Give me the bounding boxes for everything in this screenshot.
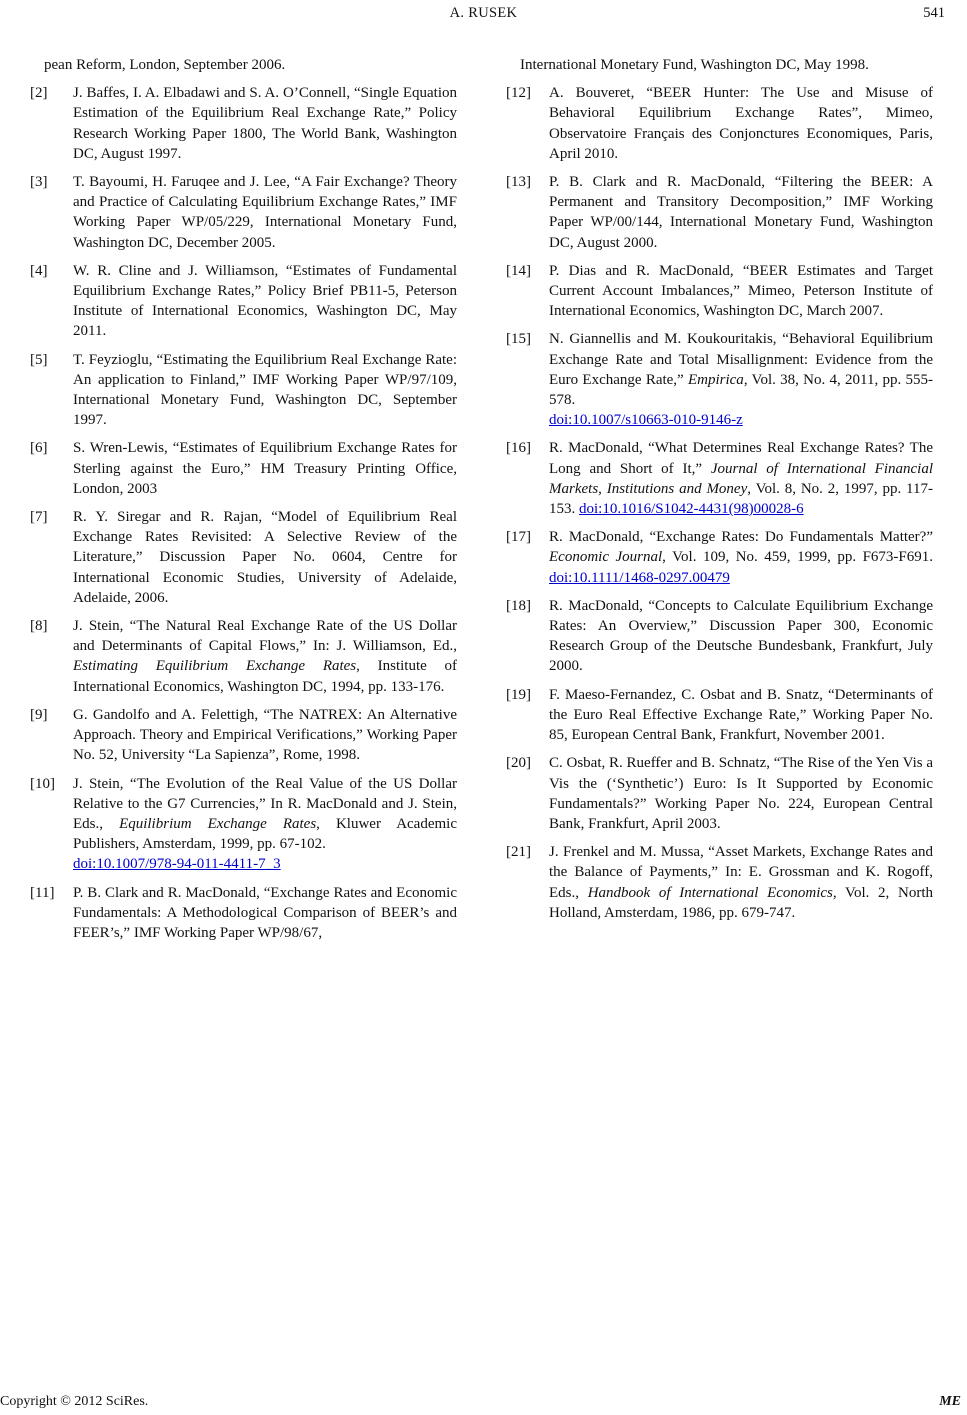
reference-text: [549, 438, 933, 519]
reference-citation: R. MacDonald, “Concepts to Calculate Equilibrium Exchange Rates: An Overview,” Discussion Paper 300, Economic Research Group of the Deutsche Bundesbank, Frankfurt, July 2000.: [549, 597, 933, 675]
reference-item: [506, 83, 933, 164]
reference-source-title: Handbook of International Economics: [587, 884, 833, 901]
reference-source-title: Empirica: [687, 371, 744, 388]
reference-number: [15]: [506, 331, 531, 348]
reference-item: [506, 172, 933, 253]
reference-item: [506, 685, 933, 746]
reference-text: [549, 329, 933, 430]
reference-number: [2]: [30, 85, 48, 102]
reference-number: [19]: [506, 686, 531, 703]
reference-citation: P. Dias and R. MacDonald, “BEER Estimates and Target Current Account Imbalances,” Mimeo, Peterson Institute of International Economics, Washington DC, March 2007.: [549, 262, 933, 320]
reference-citation: G. Gandolfo and A. Felettigh, “The NATREX: An Alternative Approach. Theory and Empirical Verifications,” Working Paper No. 52, University “La Sapienza”, Rome, 1998.: [73, 706, 457, 764]
reference-text: [549, 596, 933, 677]
reference-list-right: [506, 83, 933, 923]
reference-continuation: pean Reform, London, September 2006.: [44, 57, 286, 73]
reference-text: [549, 685, 933, 746]
reference-citation-tail: , Vol. 8, No. 2, 1997, pp. 117-153.: [549, 480, 933, 518]
reference-citation: J. Baffes, I. A. Elbadawi and S. A. O’Connell, “Single Equation Estimation of the Equilibrium Real Exchange Rate,” Policy Research Working Paper 1800, The World Bank, Washington DC, August 1997.: [73, 85, 457, 162]
reference-text: [73, 172, 457, 253]
reference-text: [73, 507, 457, 608]
reference-item: [506, 329, 933, 430]
reference-text: [73, 705, 457, 766]
reference-citation-tail: , Institute of International Economics, Washington DC, 1994, pp. 133-176.: [73, 658, 458, 695]
reference-citation: N. Giannellis and M. Koukouritakis, “Behavioral Equilibrium Exchange Rate and Total Misallignment: Evidence from the Euro Exchange Rate,”: [549, 331, 933, 388]
reference-citation: P. B. Clark and R. MacDonald, “Exchange Rates and Economic Fundamentals: A Methodological Comparison of BEER’s and FEER’s,” IMF Working Paper WP/98/67,: [73, 884, 457, 941]
reference-text: [73, 261, 457, 342]
reference-text: [549, 527, 933, 588]
reference-number: [6]: [30, 440, 48, 457]
page-number: 541: [923, 5, 945, 21]
reference-item: [30, 774, 457, 875]
reference-number: [4]: [30, 262, 48, 279]
copyright-notice: Copyright © 2012 SciRes.: [0, 1394, 149, 1409]
reference-source-title: Economic Journal: [549, 549, 663, 566]
reference-citation: J. Stein, “The Natural Real Exchange Rate of the US Dollar and Determinants of Capital Flows,” In: J. Williamson, Ed.,: [73, 618, 457, 655]
page-header: [0, 0, 967, 24]
reference-citation: W. R. Cline and J. Williamson, “Estimates of Fundamental Equilibrium Exchange Rates,” Policy Brief PB11-5, Peterson Institute of International Economics, Washington DC, May 2011.: [73, 262, 457, 340]
reference-item: [506, 596, 933, 677]
reference-text: [549, 83, 933, 164]
reference-item: [30, 172, 457, 253]
reference-citation: R. MacDonald, “What Determines Real Exchange Rates? The Long and Short of It,”: [549, 440, 933, 477]
reference-list-left: [30, 83, 457, 943]
reference-citation-tail: , Vol. 38, No. 4, 2011, pp. 555-578.: [549, 371, 933, 409]
reference-citation: S. Wren-Lewis, “Estimates of Equilibrium Exchange Rates for Sterling against the Euro,” HM Treasury Printing Office, London, 2003: [73, 440, 457, 497]
running-head-author: A. RUSEK: [449, 5, 518, 21]
reference-citation-tail: , Vol. 109, No. 459, 1999, pp. F673-F691.: [662, 549, 934, 566]
reference-citation: T. Bayoumi, H. Faruqee and J. Lee, “A Fair Exchange? Theory and Practice of Calculating Equilibrium Exchange Rates,” IMF Working Paper WP/05/229, International Monetary Fund, Washington DC, December 2005.: [73, 174, 457, 251]
reference-text: [549, 842, 933, 923]
reference-number: [10]: [30, 775, 55, 792]
reference-number: [7]: [30, 509, 48, 526]
reference-continuation: International Monetary Fund, Washington DC, May 1998.: [520, 57, 869, 73]
journal-abbreviation: ME: [939, 1394, 961, 1409]
reference-item: [506, 753, 933, 834]
reference-citation: R. MacDonald, “Exchange Rates: Do Fundamentals Matter?”: [549, 529, 933, 546]
reference-number: [20]: [506, 755, 531, 772]
reference-citation: R. Y. Siregar and R. Rajan, “Model of Equilibrium Real Exchange Rates Revisited: A Selective Review of the Literature,” Discussion Paper No. 0604, Centre for International Economic Studies, University of Adelaide, Adelaide, 2006.: [73, 509, 457, 606]
reference-text: [73, 350, 457, 431]
reference-text: [73, 774, 457, 875]
reference-number: [11]: [30, 884, 55, 901]
reference-item: [506, 261, 933, 322]
reference-number: [14]: [506, 262, 531, 279]
reference-citation: J. Stein, “The Evolution of the Real Value of the US Dollar Relative to the G7 Currencies,” In R. MacDonald and J. Stein, Eds.,: [73, 775, 457, 832]
reference-number: [16]: [506, 440, 531, 457]
reference-text: [73, 438, 457, 499]
reference-source-title: Estimating Equilibrium Exchange Rates: [73, 658, 357, 675]
reference-text: [549, 261, 933, 322]
reference-item: [506, 438, 933, 519]
reference-number: [21]: [506, 844, 531, 861]
reference-item: [506, 842, 933, 923]
reference-number: [13]: [506, 174, 531, 191]
reference-number: [17]: [506, 529, 531, 546]
reference-citation-tail: , Kluwer Academic Publishers, Amsterdam, 1999, pp. 67-102.: [73, 815, 457, 853]
reference-number: [5]: [30, 351, 48, 368]
left-column: [30, 55, 457, 951]
reference-number: [3]: [30, 174, 48, 191]
reference-citation: T. Feyzioglu, “Estimating the Equilibrium Real Exchange Rate: An application to Finland,” IMF Working Paper WP/97/109, International Monetary Fund, Washington DC, September 1997.: [73, 351, 457, 429]
reference-number: [9]: [30, 706, 48, 723]
doi-link[interactable]: doi:10.1016/S1042-4431(98)00028-6: [579, 501, 804, 518]
reference-text: [73, 616, 457, 697]
reference-source-title: Equilibrium Exchange Rates: [119, 815, 317, 832]
right-column: [506, 55, 933, 931]
reference-citation-tail: , Vol. 2, North Holland, Amsterdam, 1986, pp. 679-747.: [549, 884, 933, 921]
reference-text: [549, 172, 933, 253]
reference-citation: P. B. Clark and R. MacDonald, “Filtering the BEER: A Permanent and Transitory Decomposition,” IMF Working Paper WP/00/144, International Monetary Fund, Washington DC, August 2000.: [549, 174, 933, 251]
reference-number: [18]: [506, 597, 531, 614]
reference-item: [30, 350, 457, 431]
reference-item: [30, 438, 457, 499]
reference-item: [506, 527, 933, 588]
reference-text: [73, 83, 457, 164]
reference-citation: A. Bouveret, “BEER Hunter: The Use and Misuse of Behavioral Equilibrium Exchange Rates”, Mimeo, Observatoire Français des Conjonctures Economiques, Paris, April 2010.: [549, 85, 933, 162]
reference-item: [30, 261, 457, 342]
reference-item: [30, 883, 457, 944]
doi-link[interactable]: doi:10.1007/978-94-011-4411-7_3: [73, 856, 281, 873]
reference-citation: F. Maeso-Fernandez, C. Osbat and B. Snatz, “Determinants of the Euro Real Effective Exchange Rate,” Working Paper No. 85, European Central Bank, Frankfurt, November 2001.: [549, 686, 933, 744]
reference-text: [549, 753, 933, 834]
reference-source-title: Journal of International Financial Markets, Institutions and Money: [549, 460, 933, 497]
doi-link[interactable]: doi:10.1007/s10663-010-9146-z: [549, 412, 743, 429]
reference-citation: C. Osbat, R. Rueffer and B. Schnatz, “The Rise of the Yen Vis a Vis the (‘Synthetic’) Euro: Is It Supported by Economic Fundamentals?” Working Paper No. 224, European Central Bank, Frankfurt, April 2003.: [549, 755, 933, 832]
reference-item: [30, 616, 457, 697]
reference-item: [30, 83, 457, 164]
reference-number: [12]: [506, 85, 531, 102]
reference-number: [8]: [30, 618, 48, 635]
reference-citation: J. Frenkel and M. Mussa, “Asset Markets, Exchange Rates and the Balance of Payments,” In: E. Grossman and K. Rogoff, Eds.,: [549, 844, 933, 901]
doi-link[interactable]: doi:10.1111/1468-0297.00479: [549, 569, 730, 586]
reference-text: [73, 883, 457, 944]
reference-item: [30, 705, 457, 766]
reference-item: [30, 507, 457, 608]
